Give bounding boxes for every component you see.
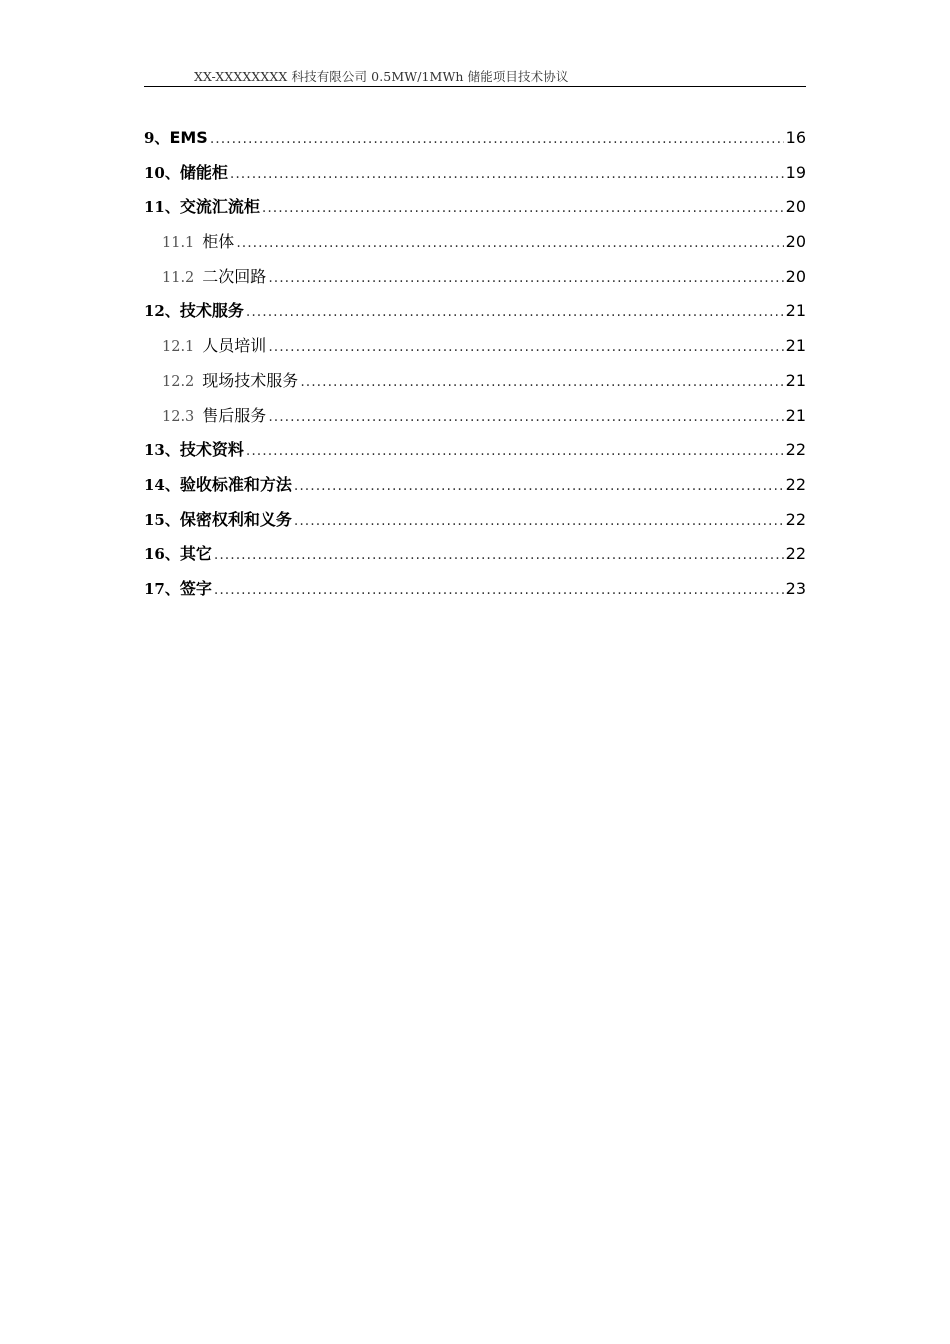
table-of-contents — [144, 124, 806, 610]
dot-leader — [214, 576, 784, 604]
toc-entry[interactable] — [144, 540, 806, 575]
toc-entry[interactable] — [144, 297, 806, 332]
toc-subentry[interactable] — [144, 263, 806, 298]
toc-page-number: 19 — [785, 162, 806, 182]
toc-entry[interactable] — [144, 159, 806, 194]
toc-page-number: 22 — [785, 509, 806, 529]
toc-entry-number: 11.2 — [162, 269, 195, 286]
dot-leader — [268, 264, 783, 292]
toc-entry-number: 14、 — [144, 475, 180, 494]
toc-entry[interactable] — [144, 575, 806, 610]
toc-entry-title: 交流汇流柜 — [179, 197, 260, 217]
toc-page-number: 22 — [785, 474, 806, 494]
toc-entry[interactable] — [144, 124, 806, 159]
dot-leader — [268, 403, 783, 431]
toc-entry-title: 其它 — [179, 544, 212, 564]
toc-entry-title: EMS — [169, 128, 208, 147]
header-title: XX-XXXXXXXX 科技有限公司 0.5MW/1MWh 储能项目技术协议 — [194, 69, 569, 84]
toc-entry-number: 17、 — [144, 579, 180, 598]
dot-leader — [214, 541, 784, 569]
toc-entry-title: 验收标准和方法 — [179, 474, 292, 494]
dot-leader — [262, 194, 784, 222]
toc-subentry[interactable] — [144, 402, 806, 437]
dot-leader — [268, 333, 783, 361]
toc-entry-title: 技术服务 — [179, 301, 244, 321]
toc-entry-title: 储能柜 — [179, 162, 228, 182]
toc-entry-number: 12.2 — [162, 373, 195, 390]
toc-page-number: 22 — [785, 440, 806, 460]
toc-page-number: 21 — [785, 301, 806, 321]
toc-page-number: 23 — [785, 578, 806, 598]
toc-entry-number: 11、 — [144, 198, 180, 217]
toc-subentry[interactable] — [144, 228, 806, 263]
toc-entry-title: 柜体 — [202, 232, 235, 252]
toc-page-number: 21 — [785, 370, 806, 390]
toc-page-number: 20 — [785, 232, 806, 252]
toc-page-number: 22 — [785, 544, 806, 564]
toc-entry[interactable] — [144, 436, 806, 471]
toc-subentry[interactable] — [144, 332, 806, 367]
dot-leader — [230, 160, 784, 188]
dot-leader — [300, 368, 783, 396]
toc-entry-number: 16、 — [144, 545, 180, 564]
toc-entry[interactable] — [144, 506, 806, 541]
toc-entry-title: 签字 — [179, 578, 212, 598]
toc-page-number: 21 — [785, 336, 806, 356]
toc-entry[interactable] — [144, 193, 806, 228]
toc-page-number: 21 — [785, 405, 806, 425]
toc-page-number: 16 — [785, 128, 806, 147]
toc-entry-number: 9、 — [144, 129, 170, 147]
toc-page-number: 20 — [785, 266, 806, 286]
toc-entry-title: 人员培训 — [202, 336, 267, 356]
toc-subentry[interactable] — [144, 367, 806, 402]
toc-entry-title: 售后服务 — [202, 405, 267, 425]
toc-entry-title: 技术资料 — [179, 440, 244, 460]
toc-entry-title: 保密权利和义务 — [179, 509, 292, 529]
toc-entry-number: 13、 — [144, 441, 180, 460]
toc-entry-title: 二次回路 — [202, 266, 267, 286]
toc-entry[interactable] — [144, 471, 806, 506]
toc-entry-number: 12.1 — [162, 339, 195, 356]
dot-leader — [210, 125, 784, 153]
dot-leader — [294, 507, 784, 535]
dot-leader — [236, 229, 783, 257]
dot-leader — [294, 472, 784, 500]
toc-entry-number: 15、 — [144, 510, 180, 529]
toc-entry-number: 12.3 — [162, 408, 195, 425]
toc-entry-number: 11.1 — [162, 235, 195, 252]
toc-entry-number: 10、 — [144, 163, 180, 182]
page-header — [144, 64, 806, 87]
toc-page-number: 20 — [785, 197, 806, 217]
toc-entry-number: 12、 — [144, 302, 180, 321]
dot-leader — [246, 298, 784, 326]
toc-entry-title: 现场技术服务 — [202, 370, 299, 390]
dot-leader — [246, 437, 784, 465]
